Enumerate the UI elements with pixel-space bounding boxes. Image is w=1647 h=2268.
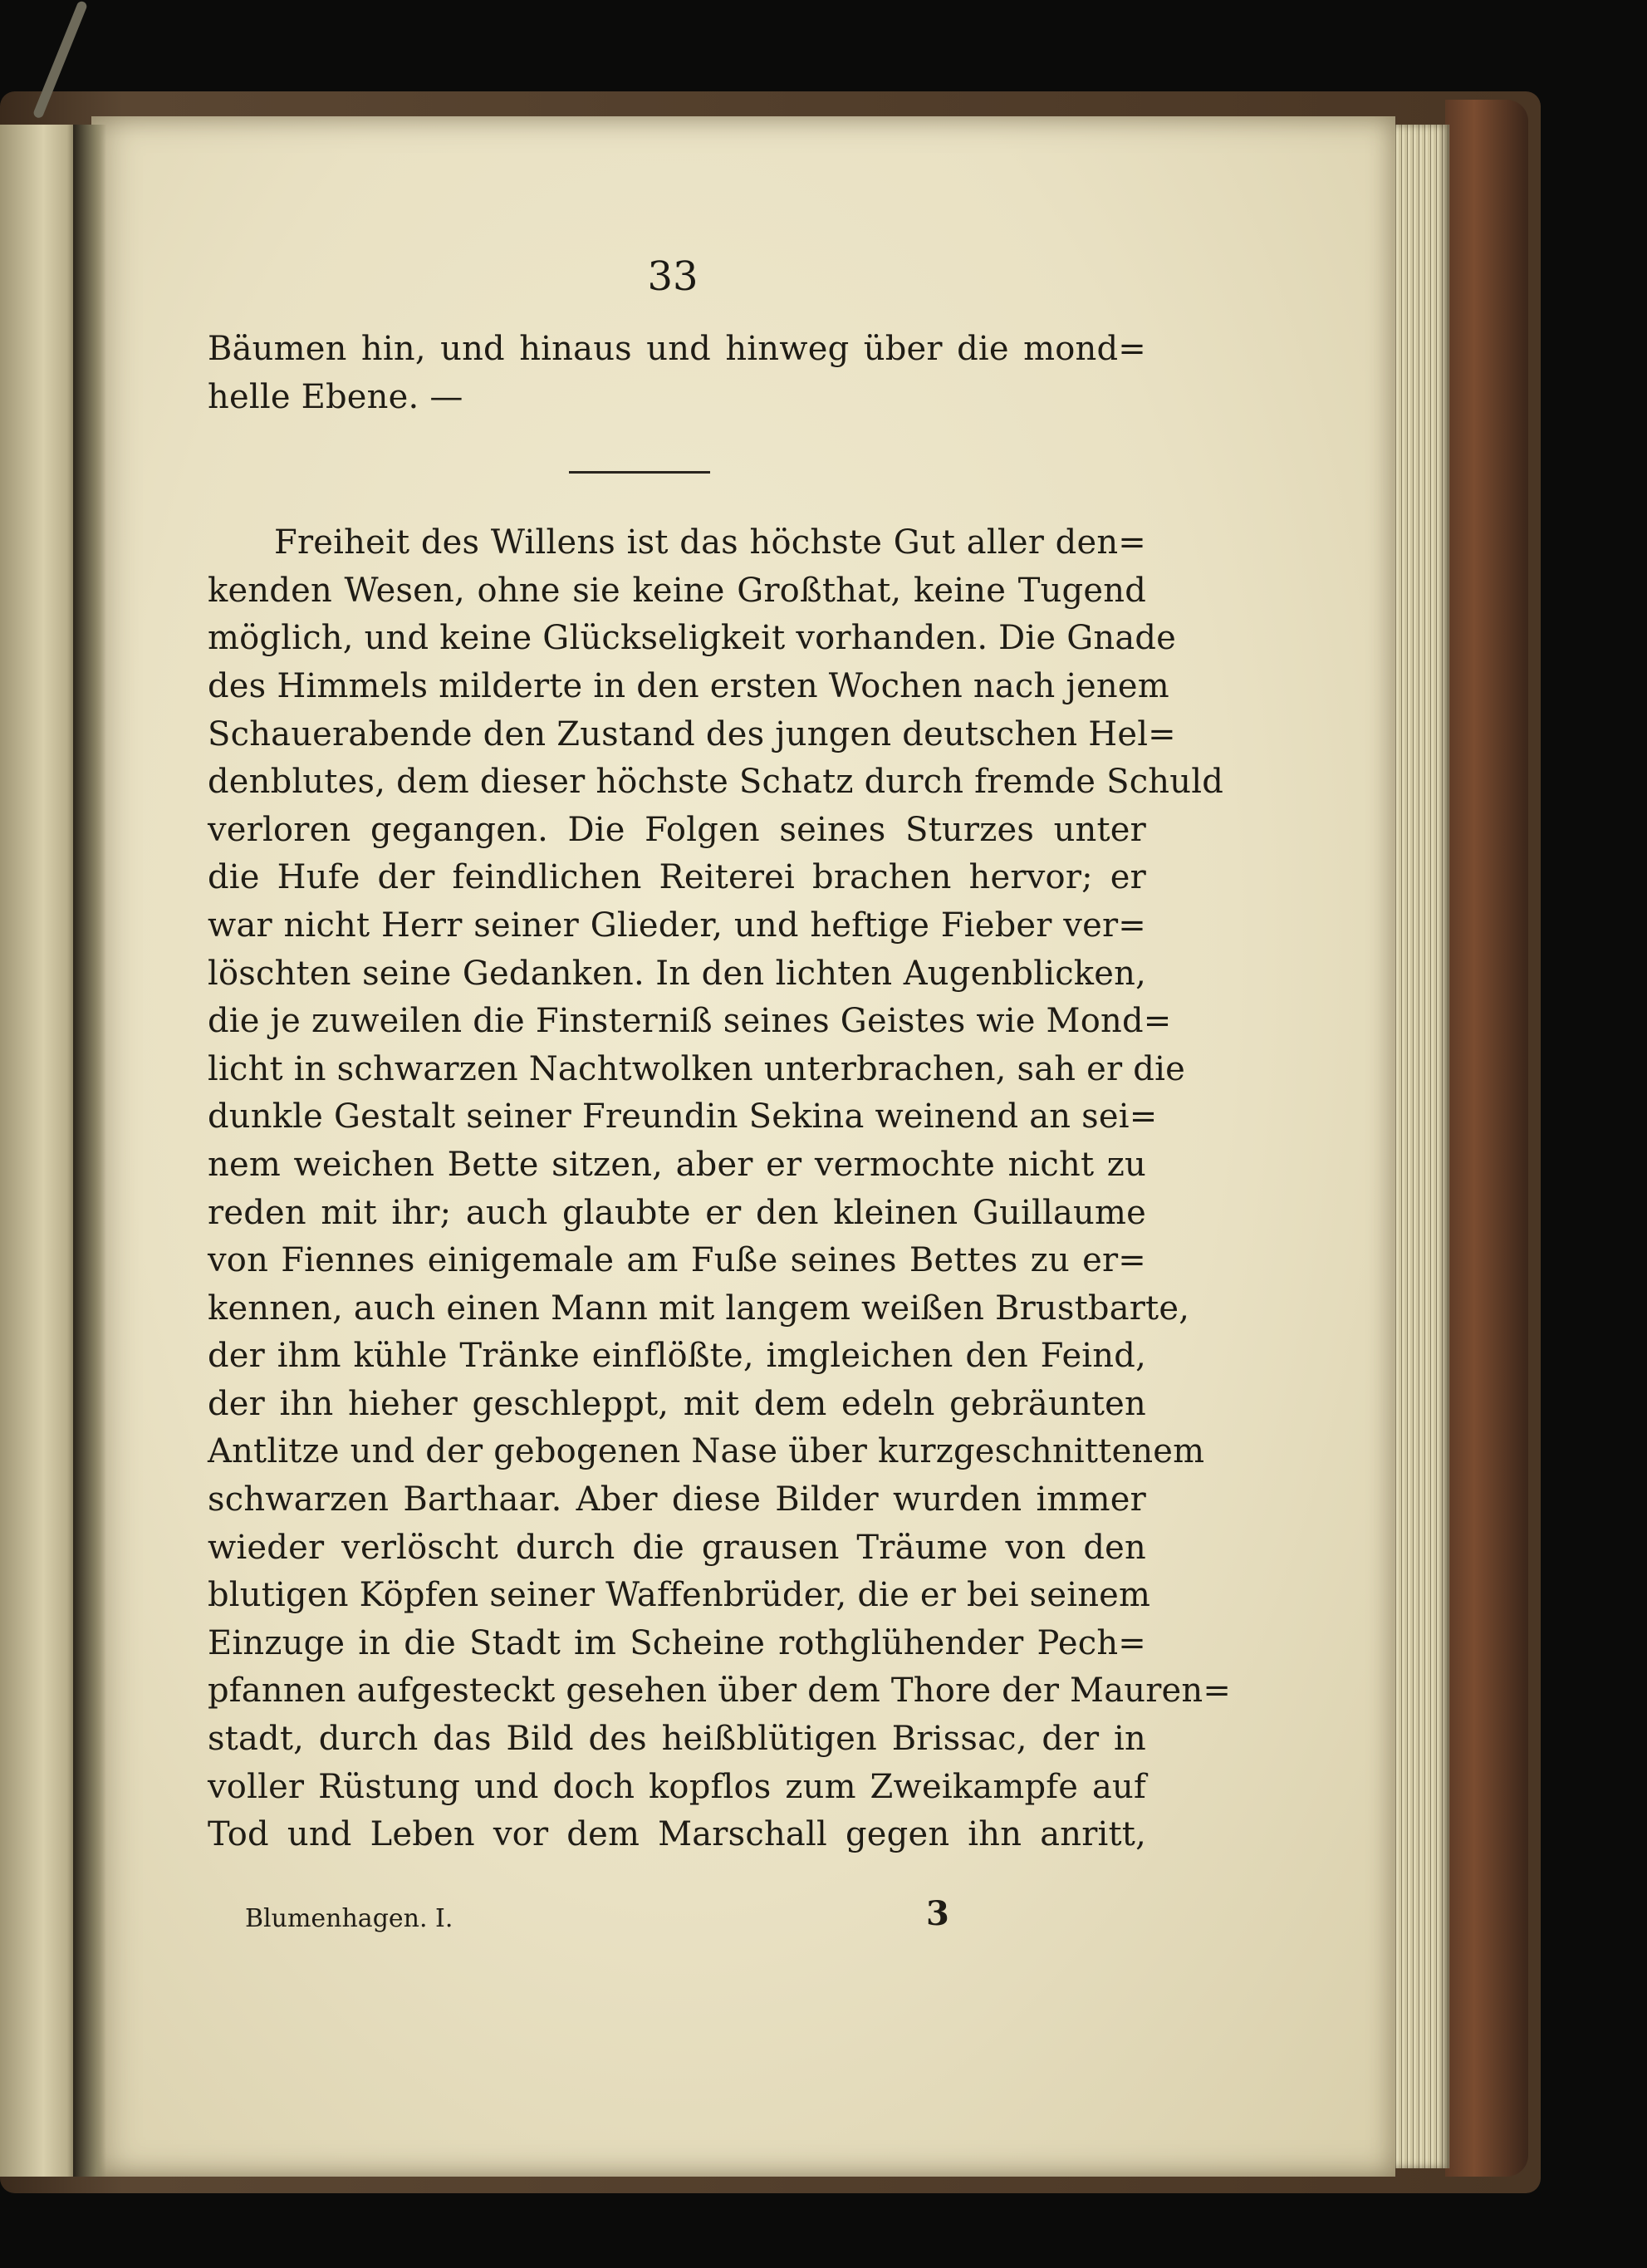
text-line: blutigen Köpfen seiner Waffenbrüder, die er bei seinem <box>208 1576 1151 1615</box>
text-line: wieder verlöscht durch die grausen Träume von den <box>208 1528 1146 1567</box>
text-line: verloren gegangen. Die Folgen seines Sturzes unter <box>208 810 1146 849</box>
text-line: Freiheit des Willens ist das höchste Gut aller den= <box>274 523 1146 562</box>
page-gutter-shadow <box>73 125 106 2177</box>
sheet-mark: 3 <box>926 1894 949 1933</box>
text-line: Schauerabende den Zustand des jungen deutschen Hel= <box>208 714 1176 754</box>
text-line: war nicht Herr seiner Glieder, und heftige Fieber ver= <box>208 906 1146 945</box>
text-line: stadt, durch das Bild des heißblütigen Brissac, der in <box>208 1720 1146 1759</box>
section-separator <box>569 471 710 474</box>
text-line: licht in schwarzen Nachtwolken unterbrachen, sah er die <box>208 1049 1185 1088</box>
text-line: kennen, auch einen Mann mit langem weißen Brustbarte, <box>208 1289 1190 1328</box>
text-line: nem weichen Bette sitzen, aber er vermochte nicht zu <box>208 1145 1146 1184</box>
printer-signature: Blumenhagen. I. <box>245 1904 453 1933</box>
paragraph-2 <box>208 519 1232 1859</box>
text-line: reden mit ihr; auch glaubte er den kleinen Guillaume <box>208 1193 1146 1232</box>
paragraph-1 <box>208 326 1146 421</box>
left-facing-page <box>0 125 79 2177</box>
text-line: dunkle Gestalt seiner Freundin Sekina weinend an sei= <box>208 1097 1158 1136</box>
page-text <box>208 326 1232 1859</box>
text-line: löschten seine Gedanken. In den lichten Augenblicken, <box>208 954 1146 993</box>
text-line: kenden Wesen, ohne sie keine Großthat, keine Tugend <box>208 571 1146 610</box>
book-cover-edge <box>1445 100 1528 2177</box>
page-footer <box>245 1894 976 1936</box>
text-line: voller Rüstung und doch kopflos zum Zweikampfe auf <box>208 1767 1146 1806</box>
text-line: pfannen aufgesteckt gesehen über dem Thore der Mauren= <box>208 1672 1232 1711</box>
text-line: Einzuge in die Stadt im Scheine rothglühender Pech= <box>208 1623 1146 1662</box>
page-number: 33 <box>647 253 699 300</box>
text-line: die je zuweilen die Finsterniß seines Geistes wie Mond= <box>208 1002 1172 1041</box>
text-line: der ihn hieher geschleppt, mit dem edeln gebräunten <box>208 1384 1146 1423</box>
text-line: von Fiennes einigemale am Fuße seines Bettes zu er= <box>208 1241 1146 1280</box>
text-line: schwarzen Barthaar. Aber diese Bilder wurden immer <box>208 1480 1146 1519</box>
text-line: Bäumen hin, und hinaus und hinweg über die mond= <box>208 330 1146 368</box>
text-line: helle Ebene. — <box>208 377 463 416</box>
text-line: die Hufe der feindlichen Reiterei brachen hervor; er <box>208 858 1146 897</box>
text-line: Tod und Leben vor dem Marschall gegen ihn anritt, <box>208 1815 1146 1854</box>
text-line: der ihm kühle Tränke einflößte, imgleichen den Feind, <box>208 1337 1146 1376</box>
text-line: des Himmels milderte in den ersten Wochen nach jenem <box>208 666 1169 705</box>
page-fore-edge <box>1387 125 1449 2168</box>
text-line: möglich, und keine Glückseligkeit vorhanden. Die Gnade <box>208 619 1177 658</box>
text-line: Antlitze und der gebogenen Nase über kurzgeschnittenem <box>208 1432 1205 1471</box>
text-line: denblutes, dem dieser höchste Schatz durch fremde Schuld <box>208 763 1224 802</box>
